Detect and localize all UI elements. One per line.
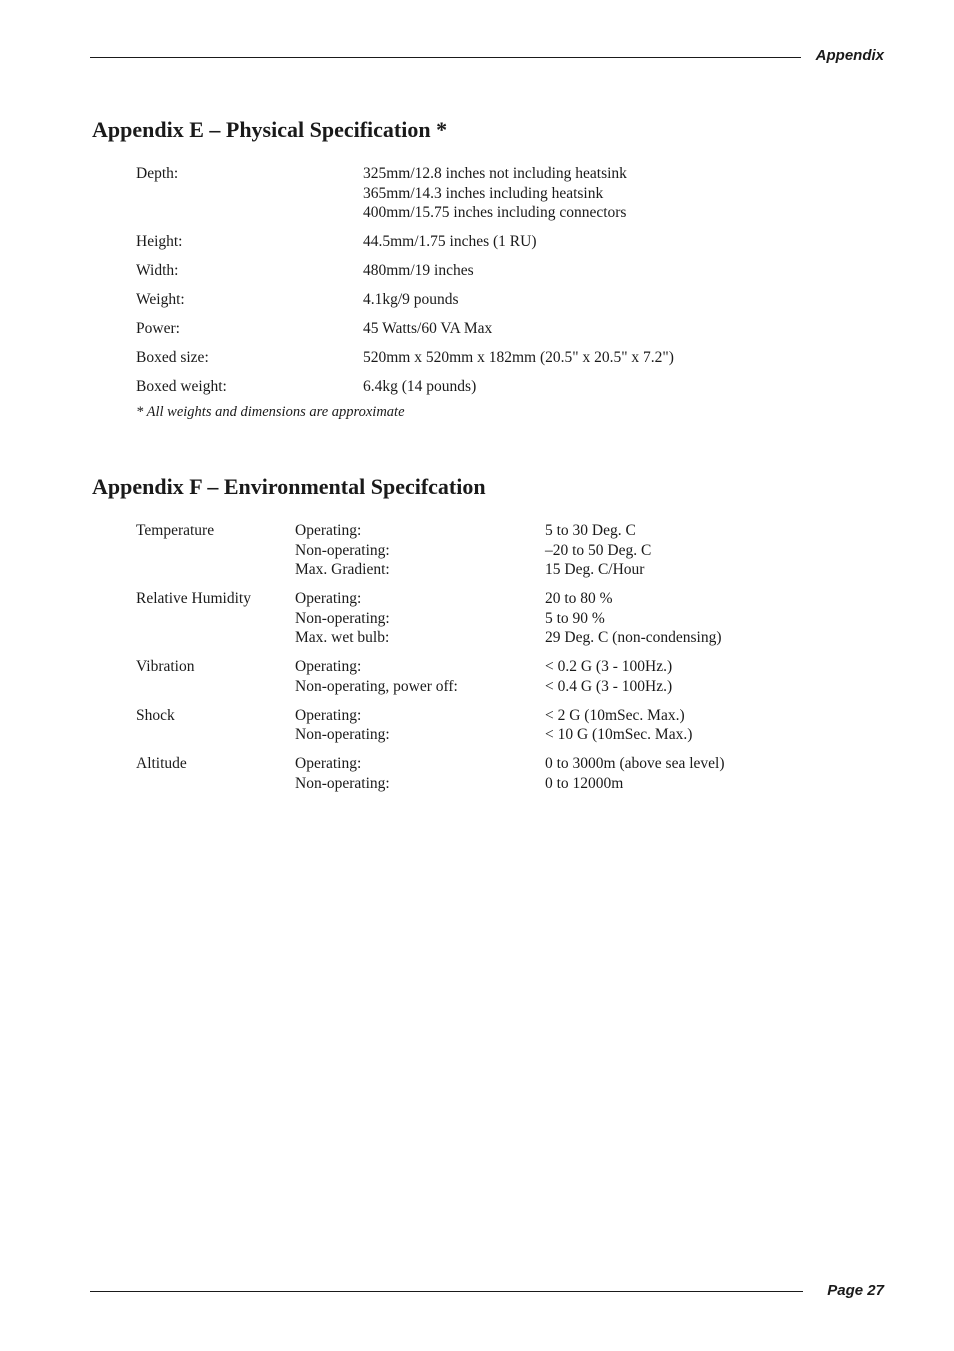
env-values	[545, 521, 651, 580]
env-row	[136, 521, 816, 580]
spec-value: 480mm/19 inches	[363, 262, 474, 279]
env-condition: Operating:	[295, 590, 362, 607]
env-value: 20 to 80 %	[545, 590, 613, 607]
spec-label: Width:	[136, 262, 179, 279]
approximation-note: * All weights and dimensions are approximate	[136, 404, 405, 420]
header-rule	[90, 57, 801, 58]
env-condition: Operating:	[295, 755, 362, 772]
spec-row	[136, 319, 776, 339]
env-conditions	[295, 706, 545, 745]
spec-row	[136, 232, 776, 252]
env-conditions	[295, 754, 545, 793]
spec-row	[136, 377, 776, 397]
env-value: 0 to 3000m (above sea level)	[545, 755, 725, 772]
env-category: Shock	[136, 706, 175, 724]
env-condition: Non-operating, power off:	[295, 677, 458, 695]
env-values	[545, 657, 672, 696]
spec-value: 520mm x 520mm x 182mm (20.5" x 20.5" x 7.2")	[363, 349, 674, 366]
spec-label: Depth:	[136, 165, 179, 182]
spec-row	[136, 290, 776, 310]
env-row	[136, 754, 816, 793]
env-value: 0 to 12000m	[545, 774, 624, 792]
spec-values	[363, 164, 627, 223]
env-row	[136, 706, 816, 745]
spec-row	[136, 348, 776, 368]
spec-label: Boxed size:	[136, 349, 209, 366]
env-conditions	[295, 657, 545, 696]
env-value: 5 to 30 Deg. C	[545, 522, 636, 539]
env-condition: Non-operating:	[295, 774, 390, 792]
env-values	[545, 754, 724, 793]
env-condition: Max. Gradient:	[295, 561, 390, 578]
spec-label: Weight:	[136, 291, 185, 308]
env-condition: Operating:	[295, 522, 362, 539]
env-condition: Non-operating:	[295, 609, 390, 627]
spec-values	[363, 290, 459, 310]
spec-values	[363, 319, 492, 339]
spec-values	[363, 377, 476, 397]
env-values	[545, 589, 722, 648]
spec-value: 365mm/14.3 inches including heatsink	[363, 184, 604, 202]
spec-value: 45 Watts/60 VA Max	[363, 320, 493, 337]
env-conditions	[295, 521, 545, 580]
env-value: < 10 G (10mSec. Max.)	[545, 726, 693, 743]
env-value: < 2 G (10mSec. Max.)	[545, 706, 685, 724]
env-row	[136, 589, 816, 648]
env-value: 15 Deg. C/Hour	[545, 561, 645, 578]
footer-rule	[90, 1291, 803, 1292]
spec-label: Power:	[136, 320, 180, 337]
env-category: Vibration	[136, 658, 195, 675]
env-condition: Max. wet bulb:	[295, 629, 390, 646]
env-value: < 0.4 G (3 - 100Hz.)	[545, 677, 673, 695]
spec-values	[363, 261, 474, 281]
appendix-e-title: Appendix E – Physical Specification *	[92, 117, 448, 142]
env-condition: Operating:	[295, 706, 362, 724]
spec-row	[136, 261, 776, 281]
env-condition: Non-operating:	[295, 726, 390, 743]
spec-label: Height:	[136, 233, 183, 250]
spec-value: 400mm/15.75 inches including connectors	[363, 204, 627, 221]
spec-values	[363, 232, 537, 252]
env-category: Temperature	[136, 522, 215, 539]
env-row	[136, 657, 816, 696]
env-value: < 0.2 G (3 - 100Hz.)	[545, 658, 673, 675]
env-conditions	[295, 589, 545, 648]
env-value: 5 to 90 %	[545, 609, 605, 627]
environmental-spec-table	[136, 521, 816, 803]
spec-row	[136, 164, 776, 223]
spec-value: 325mm/12.8 inches not including heatsink	[363, 165, 627, 182]
env-category: Relative Humidity	[136, 590, 251, 607]
spec-value: 4.1kg/9 pounds	[363, 291, 459, 308]
appendix-f-title: Appendix F – Environmental Specifcation	[92, 474, 486, 499]
env-values	[545, 706, 692, 745]
env-value: –20 to 50 Deg. C	[545, 541, 652, 559]
spec-value: 44.5mm/1.75 inches (1 RU)	[363, 233, 537, 250]
physical-spec-table	[136, 164, 776, 406]
env-condition: Operating:	[295, 658, 362, 675]
running-head: Appendix	[815, 47, 884, 64]
env-condition: Non-operating:	[295, 541, 390, 559]
spec-label: Boxed weight:	[136, 378, 227, 395]
env-value: 29 Deg. C (non-condensing)	[545, 629, 722, 646]
spec-value: 6.4kg (14 pounds)	[363, 378, 477, 395]
spec-values	[363, 348, 674, 368]
page-number: Page 27	[827, 1282, 884, 1299]
env-category: Altitude	[136, 755, 187, 772]
